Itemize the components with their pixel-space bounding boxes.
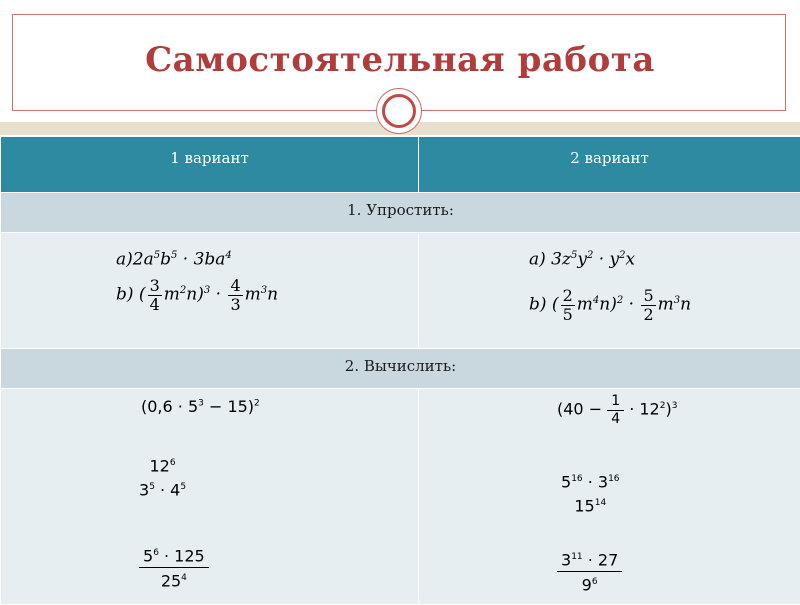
task-2a-v1: $(0,6 \cdot 5^3 - 15)^2$: [141, 397, 260, 416]
task-1b-v1: b) ( $\frac{3}{4}$ $m^2n)^3$ · $\frac{4}{3}$ $m^3n$: [116, 269, 418, 313]
section-row-simplify: [1, 193, 800, 233]
task-2c-v1: $\frac{5^6 \cdot 125}{25^4}$: [139, 543, 209, 592]
task-1b-v2: b) ( $\frac{2}{5}$ $m^4n)^2$ · $\frac{5}{2}$ $m^3n$: [529, 279, 800, 323]
header-variant-1: 1 вариант: [1, 137, 419, 193]
simplify-tasks-row: [1, 233, 800, 349]
task-2a-v2: (40 − $\frac{1}{4}$ · $12^2)^3$: [557, 393, 677, 427]
exercise-table: [0, 136, 800, 605]
simplify-variant-1: [1, 233, 419, 349]
calculate-variant-1: [1, 389, 419, 605]
header-variant-2: 2 вариант: [419, 137, 800, 193]
section-calculate-label: 2. Вычислить:: [1, 349, 800, 389]
task-1a-v2: a) $3z^5y^2 \cdot y^2x$: [529, 243, 800, 269]
section-row-calculate: [1, 349, 800, 389]
calculate-tasks-row: [1, 389, 800, 605]
calculate-variant-2: [419, 389, 800, 605]
table-header-row: [1, 137, 800, 193]
task-1a-v1: $a)2a^5b^5 \cdot 3ba^4$: [116, 243, 418, 269]
slide-title: Самостоятельная работа: [0, 40, 800, 80]
task-2b-v2: $5^{16} \cdot 3^{16}$ $15^{14}$: [557, 469, 624, 517]
task-2b-v1: $12^6$ $3^5 \cdot 4^5$: [139, 453, 186, 501]
section-simplify-label: 1. Упростить:: [1, 193, 800, 233]
task-2c-v2: $\frac{3^{11} \cdot 27}{9^6}$: [557, 547, 622, 596]
simplify-variant-2: [419, 233, 800, 349]
circle-ornament-icon: [376, 88, 422, 134]
